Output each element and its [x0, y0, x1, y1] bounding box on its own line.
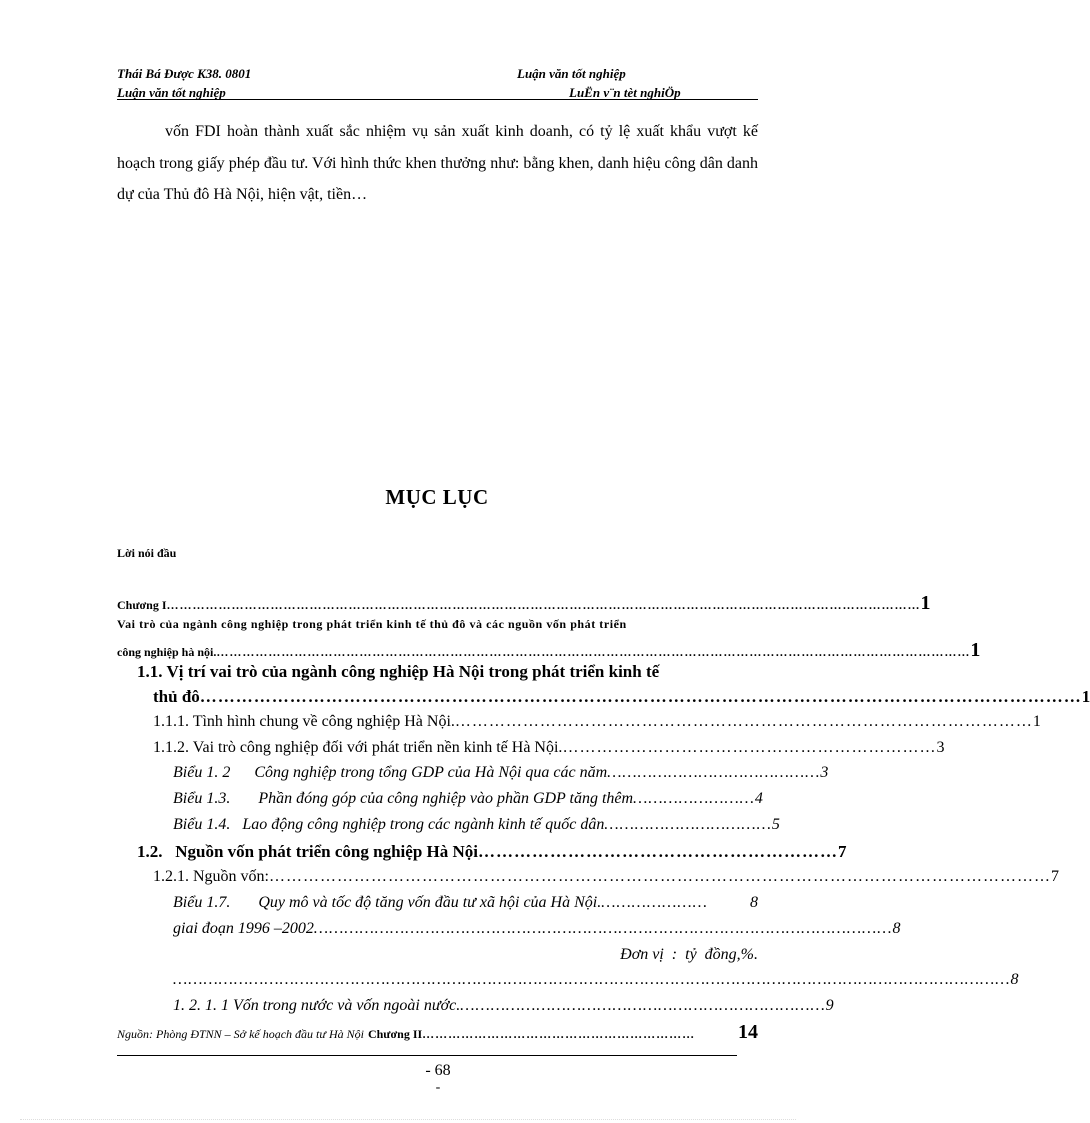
toc-entry-chapter-1[interactable] [117, 592, 931, 615]
toc-label: Chương II [367, 1027, 423, 1041]
footer-rule [117, 1055, 737, 1056]
toc-label: 1.2.1. Nguồn vốn: [153, 868, 269, 885]
toc-dot-leader: …………………………… [604, 816, 772, 833]
toc-label: 1.1.2. Vai trò công nghiệp đối với phát triển nền kinh tế Hà Nội. [153, 739, 563, 756]
toc-dot-leader: ………………… [601, 894, 708, 911]
toc-label: Biểu 1. 2 Công nghiệp trong tổng GDP của Hà Nội qua các năm [173, 764, 608, 781]
toc-title: MỤC LỤC [385, 485, 489, 509]
toc-page-number: 1 [1081, 687, 1090, 706]
toc-label: giai đoạn 1996 –2002 [173, 920, 314, 937]
toc-dot-leader: …………………… [633, 790, 755, 807]
toc-dot-leader: ………………………………………………………… [562, 739, 937, 756]
header-rule [117, 99, 758, 100]
toc-dot-leader: ………………………………………………………………………………………………………………………………… [199, 687, 1082, 706]
toc-label: 1.2. Nguồn vốn phát triển công nghiệp Hà Nội [137, 842, 478, 861]
toc-entry-1-2[interactable] [137, 842, 847, 862]
toc-entry-1-2-1[interactable] [153, 868, 1059, 886]
toc-entry-unit-dots[interactable] [173, 971, 1019, 989]
toc-page-number: 4 [754, 790, 763, 807]
toc-entry-chapter-1-desc-2[interactable] [117, 639, 981, 662]
toc-entry-figure-1-7[interactable] [173, 894, 758, 912]
toc-label: thủ đô [153, 687, 200, 706]
toc-page-number: 14 [738, 1021, 758, 1043]
toc-source-note: Nguồn: Phòng ĐTNN – Sở kế hoạch đầu tư Hà Nội [117, 1027, 364, 1041]
toc-entry-1-1-1[interactable] [153, 713, 1041, 731]
toc-page-number: 3 [936, 739, 945, 756]
toc-entry-1-1[interactable] [137, 662, 758, 682]
toc-label: 1. 2. 1. 1 Vốn trong nước và vốn ngoài nước. [173, 997, 461, 1014]
toc-page-number: 9 [825, 997, 834, 1014]
toc-page-number: 7 [838, 842, 847, 861]
toc-label: Vai trò của ngành công nghiệp trong phát triển kinh tế thủ đô và các nguồn vốn phát triển [117, 617, 627, 631]
toc-unit-line [173, 946, 758, 964]
toc-dot-leader: ………………………………………………………………………………………………………………………………………………………… [166, 598, 921, 612]
toc-entry-1-2-1-1[interactable] [173, 997, 834, 1015]
page-number: - 68 [425, 1062, 451, 1079]
toc-page-number: 5 [771, 816, 780, 833]
toc-preface: Lời nói đầu [117, 546, 177, 560]
toc-page-number: 1 [1032, 713, 1041, 730]
toc-dot-leader: ……………………………………………………… [422, 1027, 696, 1041]
toc-entry-figure-1-3[interactable] [173, 790, 763, 808]
toc-entry-1-1-2[interactable] [153, 739, 945, 757]
header-title-garbled: LuËn v¨n tèt nghiÖp [569, 85, 681, 100]
page-bottom-border [20, 1119, 796, 1120]
body-paragraph: vốn FDI hoàn thành xuất sắc nhiệm vụ sản xuất kinh doanh, có tỷ lệ xuất khẩu vượt kế hoạch trong giấy phép đầu tư. Với hình thức khen thưởng như: bằng khen, danh hiệu công dân danh dự của Thủ đô Hà Nội, hiện vật, tiền… [117, 123, 758, 203]
toc-entry-period[interactable] [173, 920, 901, 938]
toc-dot-leader: ……………………………………………………………… [460, 997, 826, 1014]
toc-dot-leader: ………………………………………………………………………………………… [454, 713, 1033, 730]
toc-label: Biểu 1.4. Lao động công nghiệp trong các ngành kinh tế quốc dân [173, 816, 605, 833]
toc-dot-leader: ………………………………………………………………………………………………………………………………………………… [173, 971, 1011, 988]
toc-page-number: 7 [1051, 868, 1059, 885]
toc-page-number: 1 [920, 592, 931, 614]
toc-entry-1-1-cont[interactable] [153, 687, 1090, 707]
toc-page-number: 3 [820, 764, 829, 781]
toc-page-number: 8 [1010, 971, 1019, 988]
toc-label: 1.1. Vị trí vai trò của ngành công nghiệp Hà Nội trong phát triển kinh tế [137, 662, 660, 681]
toc-dot-leader: …………………………………… [607, 764, 821, 781]
toc-dot-leader: ………………………………………………………………………………………………………………………………………………………… [216, 645, 971, 659]
toc-label: Chương I [117, 598, 167, 612]
toc-page-number: 8 [892, 920, 901, 937]
toc-unit-label: Đơn vị : tỷ đồng,%. [620, 946, 758, 963]
toc-label: công nghiệp hà nội. [117, 645, 217, 659]
header-title: Luận văn tốt nghiệp [517, 66, 626, 81]
toc-page-number: 8 [750, 894, 758, 911]
toc-entry-chapter-1-desc [117, 617, 758, 632]
header-author: Thái Bá Được K38. 0801 [117, 66, 252, 81]
page-number-dash: - [435, 1080, 441, 1095]
toc-entry-figure-1-4[interactable] [173, 816, 780, 834]
toc-dot-leader: …………………………………………………………………………………………………… [313, 920, 893, 937]
toc-page-number: 1 [970, 639, 981, 661]
toc-entry-chapter-2[interactable] [117, 1021, 758, 1044]
toc-entry-figure-1-2[interactable] [173, 764, 829, 782]
toc-dot-leader: …………………………………………………… [478, 842, 838, 861]
toc-dot-leader: ………………………………………………………………………………………………………………………… [269, 868, 1051, 885]
toc-label: Biểu 1.7. Quy mô và tốc độ tăng vốn đầu tư xã hội của Hà Nội. [173, 894, 602, 911]
toc-label: 1.1.1. Tình hình chung về công nghiệp Hà Nội. [153, 713, 455, 730]
toc-label: Biểu 1.3. Phần đóng góp của công nghiệp vào phần GDP tăng thêm [173, 790, 634, 807]
header-title-left: Luận văn tốt nghiệp [117, 85, 226, 100]
